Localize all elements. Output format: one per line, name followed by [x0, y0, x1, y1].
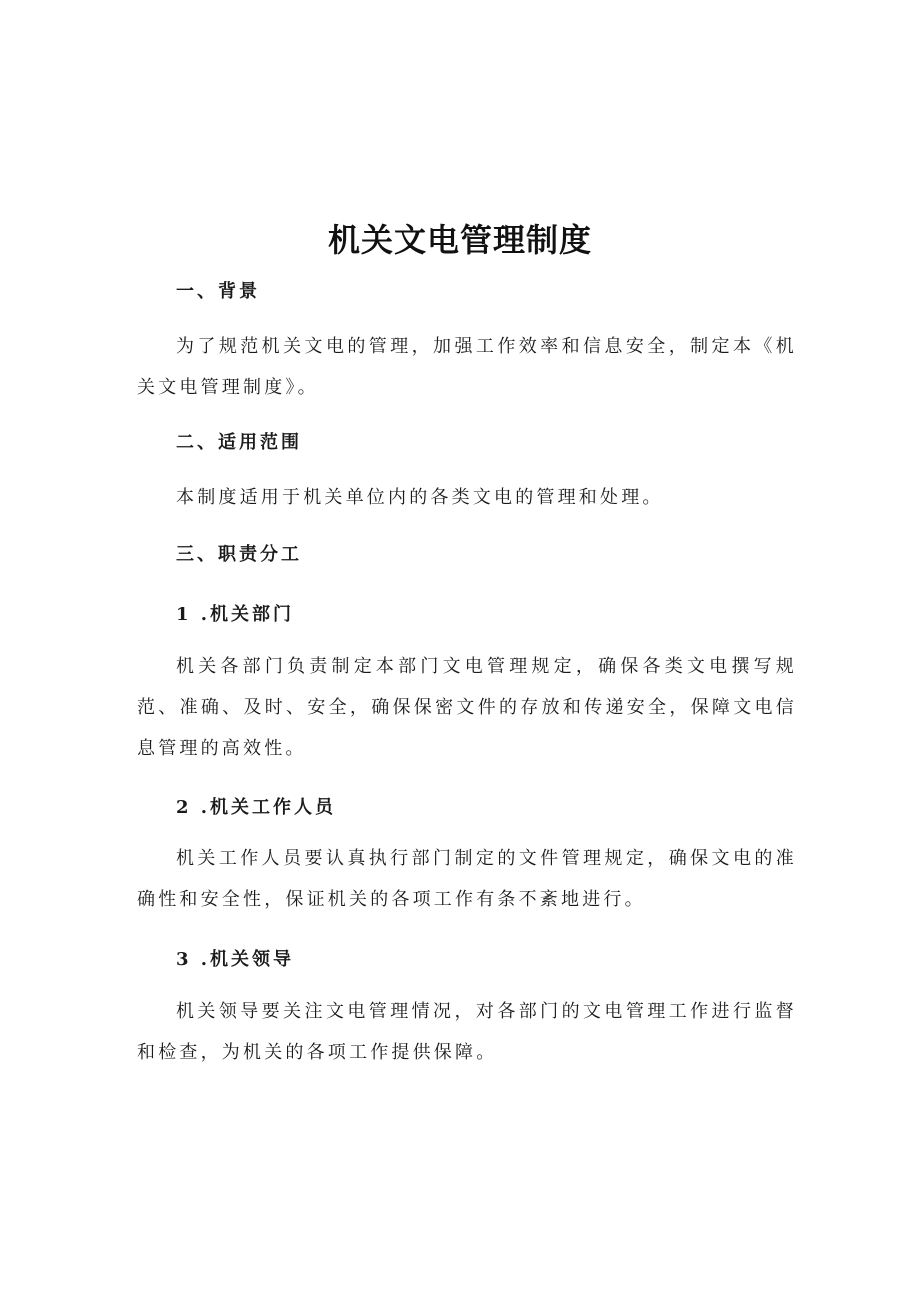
section-body-scope: 本制度适用于机关单位内的各类文电的管理和处理。	[176, 487, 664, 508]
subsection-body-staff: 机关工作人员要认真执行部门制定的文件管理规定，确保文电的准确性和安全性，保证机关的各项工作有条不紊地进行。	[137, 848, 797, 910]
subsection-body-departments: 机关各部门负责制定本部门文电管理规定，确保各类文电撰写规范、准确、及时、安全，确保保密文件的存放和传递安全，保障文电信息管理的高效性。	[137, 656, 797, 759]
section-heading-scope: 二、适用范围	[176, 432, 302, 453]
section-heading-responsibilities: 三、职责分工	[176, 544, 302, 565]
section-heading-background: 一、背景	[176, 281, 260, 302]
subsection-heading-leadership: 3 .机关领导	[176, 949, 295, 970]
section-body-background: 为了规范机关文电的管理，加强工作效率和信息安全，制定本《机关文电管理制度》。	[137, 336, 797, 398]
subsection-body-leadership: 机关领导要关注文电管理情况，对各部门的文电管理工作进行监督和检查，为机关的各项工作提供保障。	[137, 1001, 797, 1063]
subsection-heading-staff: 2 .机关工作人员	[176, 797, 337, 818]
subsection-heading-departments: 1 .机关部门	[176, 604, 295, 625]
document-title: 机关文电管理制度	[327, 221, 592, 259]
